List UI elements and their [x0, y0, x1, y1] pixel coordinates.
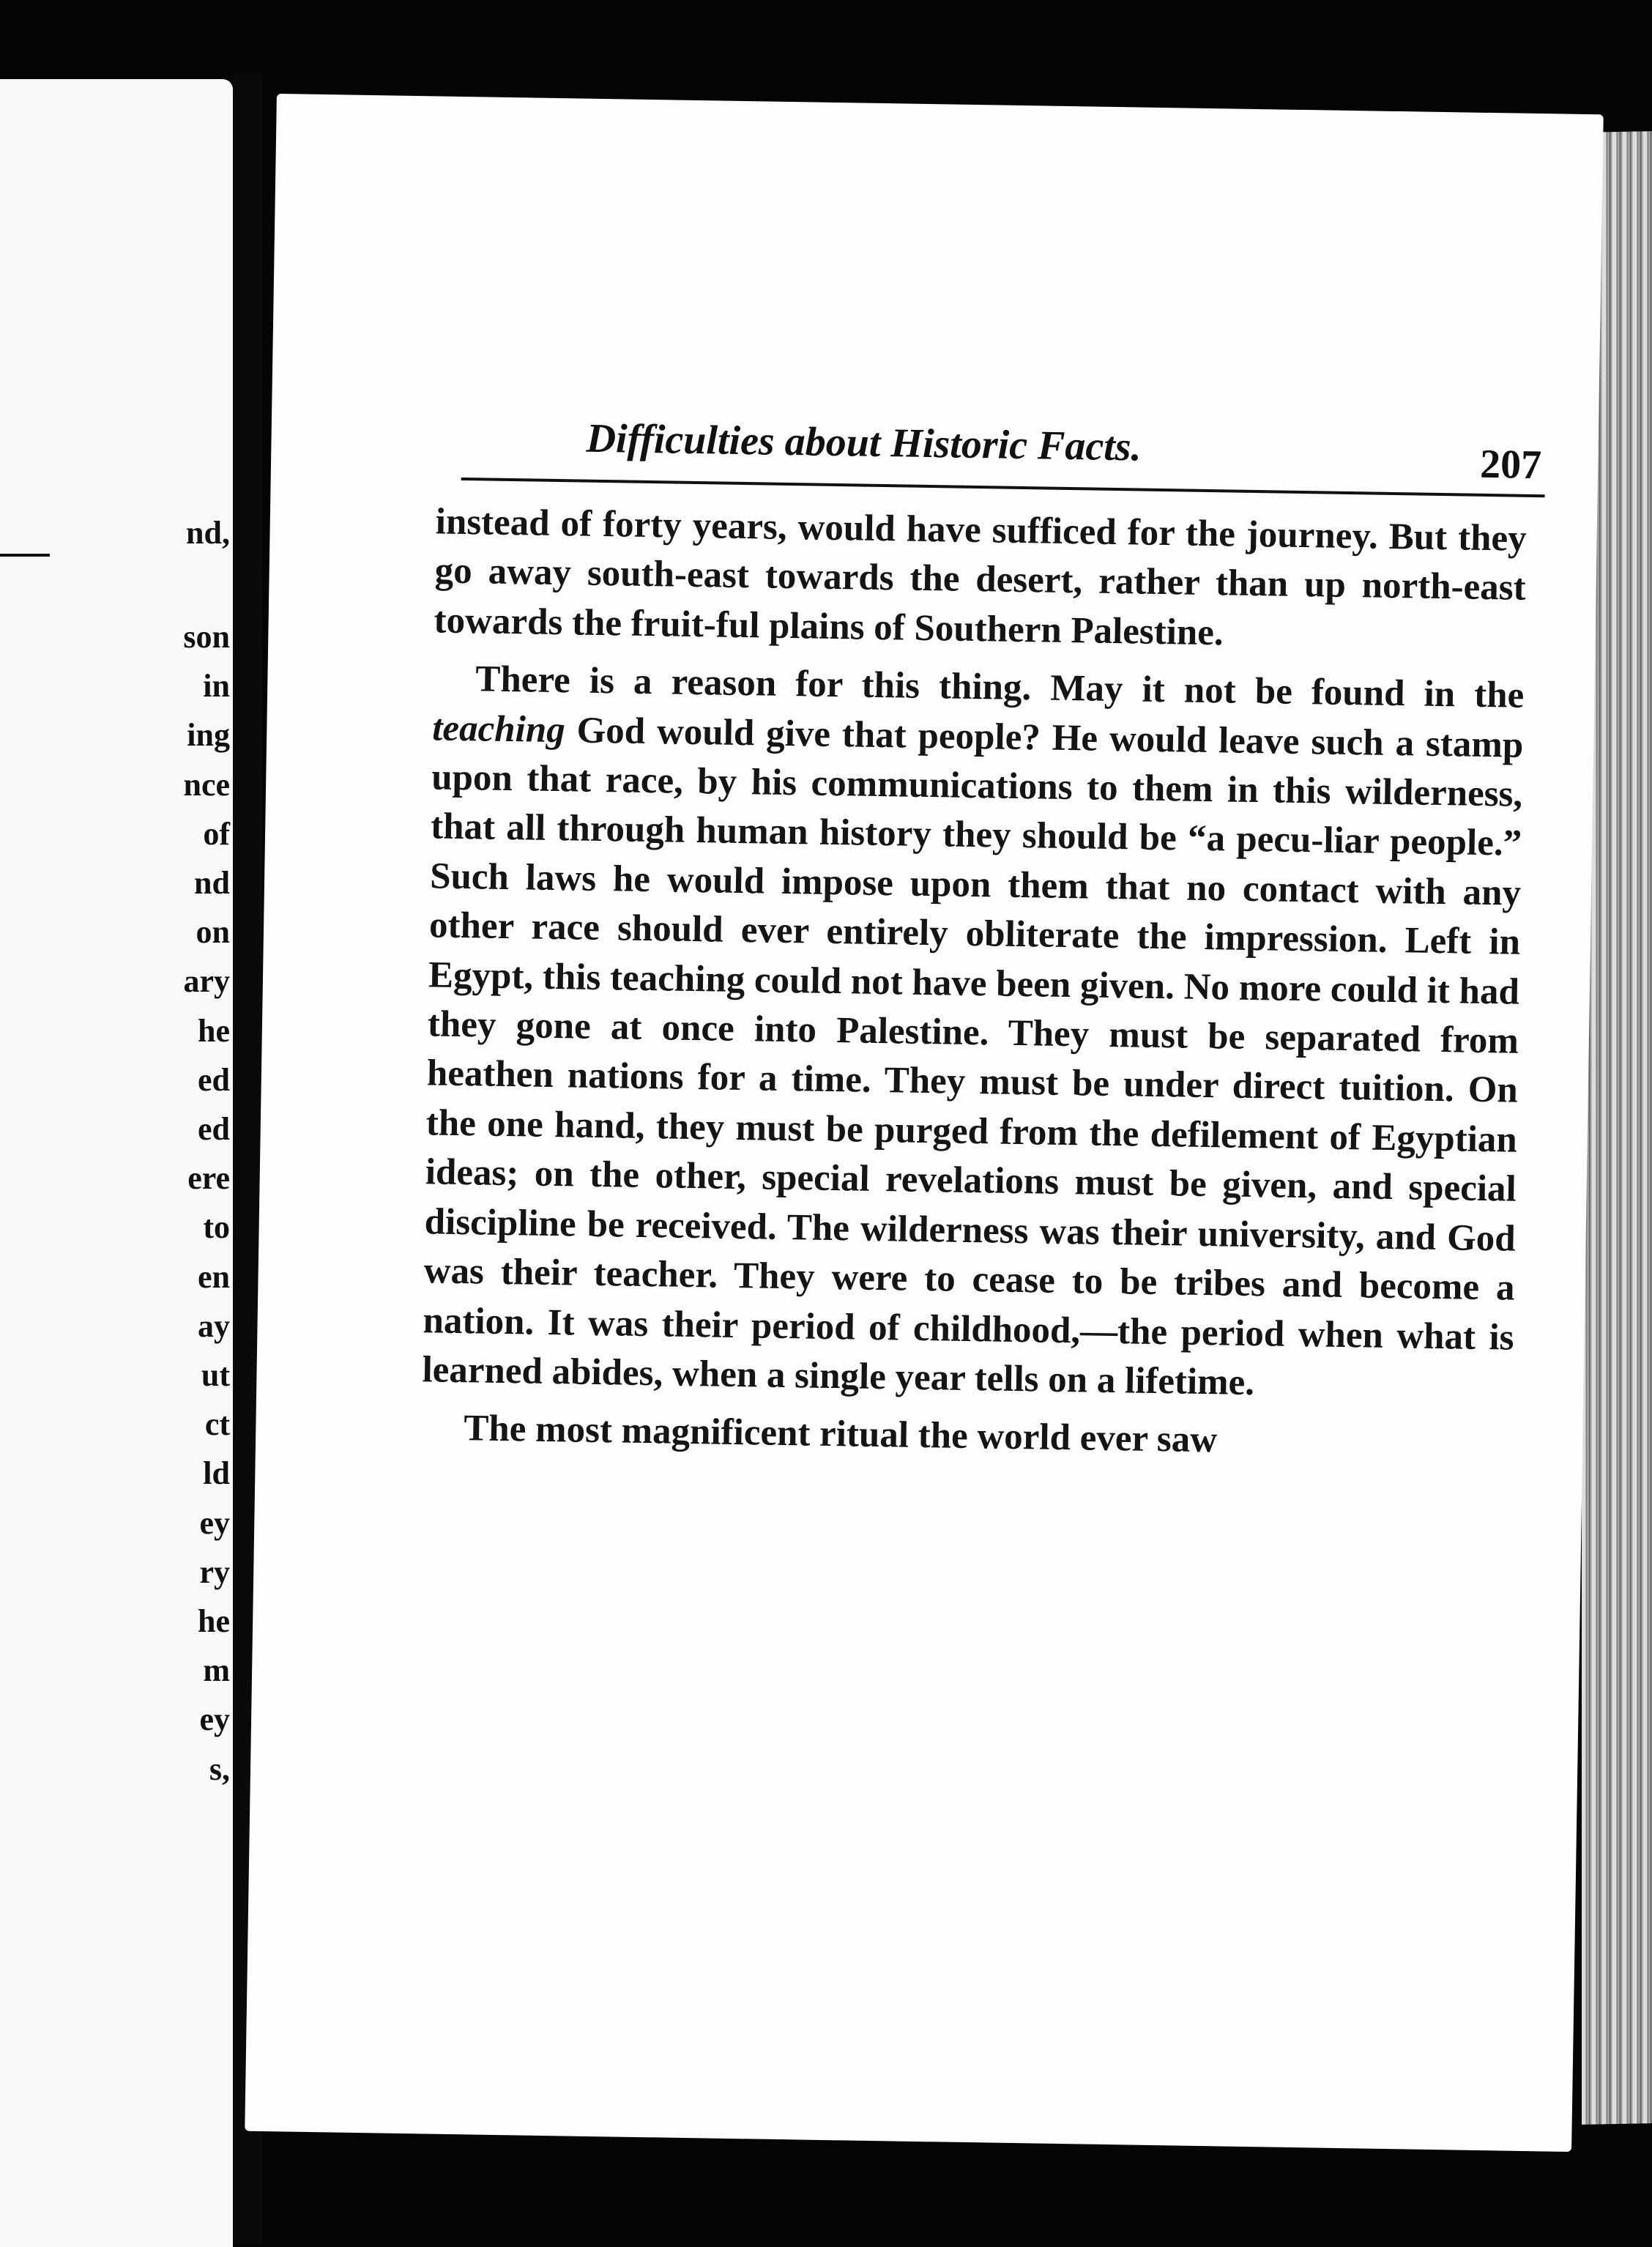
- header-rule: [461, 478, 1545, 497]
- facing-page-line: to: [203, 1209, 230, 1246]
- facing-page-line: ing: [187, 717, 230, 754]
- facing-page-line: ld: [203, 1455, 230, 1492]
- facing-page-line: ry: [199, 1553, 230, 1590]
- facing-page-line: ey: [199, 1504, 230, 1541]
- facing-page-line: in: [203, 668, 230, 705]
- paragraph-2-start: There is a reason for this thing. May it not be found in the: [475, 658, 1525, 717]
- running-head: Difficulties about Historic Facts.: [586, 415, 1142, 470]
- facing-page-line: ere: [187, 1160, 230, 1197]
- facing-page-line: nd,: [186, 515, 230, 551]
- book-page: [245, 94, 1603, 2152]
- facing-page-line: m: [203, 1652, 230, 1689]
- paragraph-1: instead of forty years, would have sufficed for the journey. But they go away south-east towards the desert, rather than up north-east towards the fruit-ful plains of Southern Palestine.: [434, 501, 1528, 654]
- facing-page-line: nce: [183, 766, 230, 803]
- facing-page-line: nd: [194, 865, 230, 901]
- facing-page-line: he: [198, 1603, 230, 1639]
- facing-page-line: ct: [204, 1406, 230, 1443]
- body-text: [421, 497, 1527, 1470]
- facing-page-line: ed: [198, 1061, 230, 1098]
- paragraph-2-rest: God would give that people? He would leave such a stamp upon that race, by his communications to them in this wilderness, that all through human history they should be “a pecu-liar people.” Such laws he would impose upon them that no contact with any other race should ever entirely obliterate the impression. Left in Egypt, this teaching could not have been given. No more could it had they gone at once into Palestine. They must be separated from heathen nations for a time. They must be under direct tuition. On the one hand, they must be purged from the defilement of Egyptian ideas; on the other, special revelations must be given, and special discipline be received. The wilderness was their university, and God was their teacher. They were to cease to be tribes and become a nation. It was their period of childhood,—the period when what is learned abides, when a single year tells on a lifetime.: [422, 709, 1524, 1404]
- facing-page-left: [0, 79, 233, 2247]
- facing-page-line: ed: [198, 1111, 230, 1147]
- facing-page-line: ay: [198, 1307, 230, 1344]
- facing-page-line: ary: [183, 963, 230, 1000]
- facing-page-head-rule: [0, 554, 50, 557]
- facing-page-line: s,: [209, 1750, 230, 1787]
- paragraph-3: The most magnificent ritual the world ever saw: [463, 1408, 1218, 1461]
- emphasis-teaching: teaching: [431, 707, 566, 751]
- facing-page-line: he: [198, 1012, 230, 1049]
- facing-page-line: en: [198, 1258, 230, 1295]
- page-number: 207: [1479, 441, 1542, 489]
- facing-page-line: ey: [199, 1701, 230, 1738]
- paragraph-2: [422, 655, 1525, 1412]
- facing-page-line: of: [203, 815, 230, 852]
- facing-page-line: ut: [201, 1357, 230, 1393]
- facing-page-line: on: [196, 914, 230, 951]
- facing-page-line: son: [183, 619, 230, 655]
